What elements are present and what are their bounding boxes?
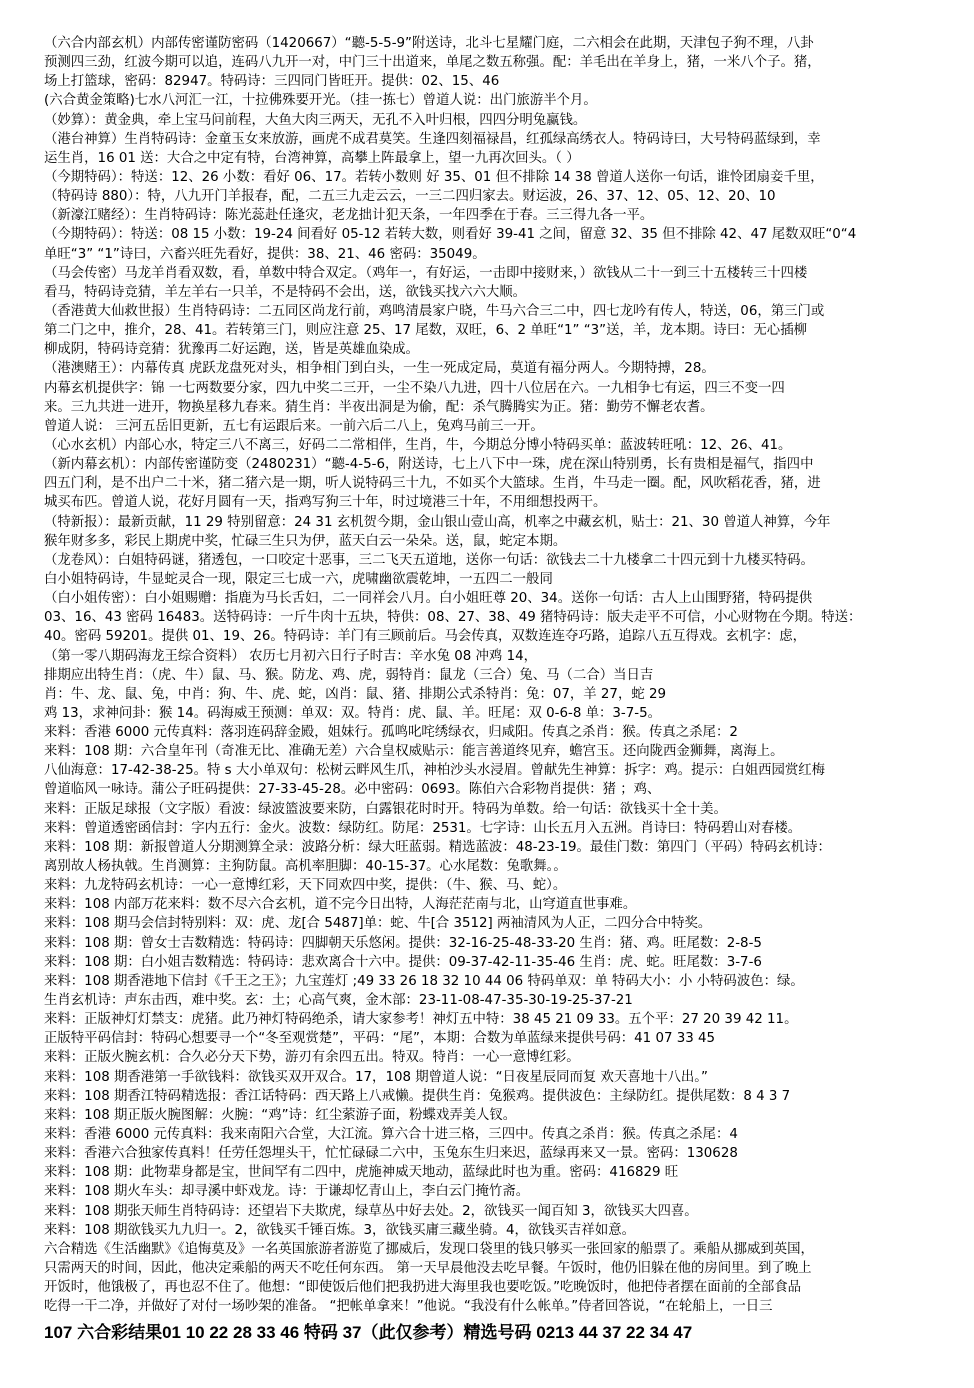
text-line: 来料：108 期：白小姐吉数精选：特码诗：悲欢离合十六中。提供：09-37-42-11-35-46 生肖：虎、蛇。旺尾数：3-7-6	[44, 954, 762, 970]
text-line: （港澳赌王）：内幕传真 虎跃龙盘死对头，相争相门到白头，一生一死成定局，莫道有福分两人。今期特搏，28。	[44, 361, 715, 377]
text-line: 来料：香港六合独家传真料！任劳任怨埋头干，忙忙碌碌二六中，玉兔东生归来迟，蓝绿再来又一景。密码：130628	[44, 1146, 738, 1162]
text-line: 来料：108 期欲钱买九九归一。2，欲钱买千锤百炼。3，欲钱买庸三藏坐骑。4，欲钱买吉祥如意。	[44, 1222, 635, 1238]
text-line: 四五门利，是不出户二十米，猪二猪六是一期，听人说特码三十九，不如买个大篮球。生肖，牛马走一圈。配，风吹稻花香，猪，进	[44, 476, 821, 492]
text-line: （妙算）：黄金典，牵上宝马问前程，大鱼大肉三两天，无孔不入叶归根，四四分明兔赢钱。	[44, 112, 587, 128]
text-line: 来料：香港 6000 元传真料：我来南阳六合堂，大江流。算六合十进三格，三四中。传真之杀肖：猴。传真之杀尾：4	[44, 1127, 738, 1143]
text-line: 来料：正版足球报（文字版）看波：绿波篮波要来防，白露银花时时开。特码为单数。给一句话：欲钱买十全十美。	[44, 801, 727, 817]
text-line: 40。密码 59201。提供 01、19、26。特码诗：羊门有三顾前后。马会传真，双数连连夺巧路，追踪八五互得戏。玄机字：虑，	[44, 629, 807, 645]
text-line: 猴年财多多，彩民上期虎中奖，忙碌三生只为伊，蓝天白云一朵朵。送，鼠，蛇定本期。	[44, 533, 567, 549]
text-line: 来料：香港 6000 元传真料：落羽连码辞金殿，姐妹行。孤鸣叱咤绣绿衣，归咸阳。传真之杀肖：猴。传真之杀尾：2	[44, 725, 738, 741]
text-line: 曾道人说： 三河五岳旧更新，五七有运跟后来。一前六后二八上，兔鸡马前三一开。	[44, 418, 544, 434]
text-line: 白小姐特码诗，牛显蛇灵合一现，限定三七成一六，虎啸幽欲震乾坤，一五四二一般同	[44, 571, 553, 587]
text-line: 内幕玄机提供字：锦 一七两数要分家，四九中奖二三开，一尘不染八九进，四十八位居在六。一九相争七有运，四三不变一四	[44, 380, 785, 396]
text-line: 来料：108 期香江特码精选报：香江话特码：西天路上八戒懒。提供生肖：兔猴鸡。提供波色：主绿防红。提供尾数：8 4 3 7	[44, 1088, 791, 1104]
text-line: （特新报）：最新贡献，11 29 特别留意：24 31 玄机贺今期，金山银山壹山高，机率之中藏玄机，贴士：21、30 曾道人神算，今年	[44, 514, 831, 530]
text-line: 来料：正版神灯灯禁支：虎猪。此乃神灯特码绝杀，请大家参考！神灯五中特：38 45 21 09 33。五个平：27 20 39 42 11。	[44, 1012, 798, 1028]
text-line: （马会传密）马龙羊肖看双数，看，单数中特合双定。（鸡年一，有好运，一击即中接财来，）欲钱从二十一到三十五楼转三十四楼	[44, 265, 808, 281]
text-line: （特码诗 880）：特，八九开门羊报春，配，二五三九走云云，一三二四归家去。财运波，26、37、12、05、12、20、10	[44, 189, 776, 205]
text-line: （心水玄机）内部心水，特定三八不离三，好码二二常相伴，生肖，牛，今期总分博小特码买单：蓝波转旺吼：12、26、41。	[44, 437, 792, 453]
text-line: 只需两天的时间，因此，他决定乘船的两天不吃任何东西。 第一天早晨他没去吃早餐。午饭时，他仍旧躲在他的房间里。到了晚上	[44, 1261, 812, 1276]
text-line: 来料：108 期马会信封特别料：双：虎、龙[合 5487]单：蛇、牛[合 3512] 两袖清风为人正，二四分合中特奖。	[44, 916, 712, 932]
text-line: 来料：正版火腕玄机：合久必分天下势，游刃有余四五出。特双。特肖：一心一意博红彩。	[44, 1050, 580, 1066]
text-line: 运生肖，16 01 送：大合之中定有特，台湾神算，高攀上阵最拿上，望一九再次回头。（ ）	[44, 150, 580, 166]
results-footer: 107 六合彩结果01 10 22 28 33 46 特码 37（此仅参考）精选号码 0213 44 37 22 34 47	[44, 1323, 693, 1343]
text-line: 来料：108 期香港地下信封《千王之王》；九宝莲灯 ;49 33 26 18 32 10 44 06 特码单双：单 特码大小：小 小特码波色：绿。	[44, 973, 804, 989]
text-line: (六合黄金策略)七水八河汇一江，十拉佛殊要开光。（挂一拣七）曾道人说：出门旅游半个月。	[44, 93, 597, 109]
text-line: 第二门之中，推介，28、41。若转第三门，则应注意 25、17 尾数，双旺，6、2 单旺“1” “3”送，羊，龙本期。诗曰：无心插柳	[44, 323, 807, 339]
text-line: （第一零八期码海龙王综合资料） 农历七月初六日行子时吉：辛水兔 08 冲鸡 14，	[44, 648, 537, 664]
newspaper-sheet	[44, 34, 930, 1374]
text-line: 场上打篮球，密码：82947。特码诗：三四同门皆旺开。提供：02、15、46	[44, 74, 500, 90]
text-line: 城买布匹。曾道人说，花好月圆有一天，指鸡写狗三十年，时过境港三十年，不用细想投两干。	[44, 495, 607, 511]
text-line: 来料：108 期：曾女士吉数精选：特码诗：四脚朝天乐悠闲。提供：32-16-25-48-33-20 生肖：猪、鸡。旺尾数：2-8-5	[44, 935, 762, 951]
text-line: （香港黄大仙救世报）生肖特码诗：二五同区尚龙行前，鸡鸣清晨家户晓，牛马六合三二中，四七龙吟有传人，特送，06，第三门或	[44, 303, 825, 319]
text-line: 来料：108 期张天师生肖特码诗：还望岩下夫欺虎，绿草丛中好去处。2，欲钱买一闻百知 3，欲钱买大四喜。	[44, 1203, 698, 1219]
text-line: 来料：108 期香港第一手欲钱料：欲钱买双开双合。17，108 期曾道人说：“日夜星辰同而复 欢天喜地十八出。”	[44, 1069, 708, 1085]
text-line: 吃得一干二净，并做好了对付一场吵架的准备。 “把帐单拿来！”他说。“我没有什么帐单。”侍者回答说，“在轮船上，一日三	[44, 1299, 773, 1315]
text-line: 来料：九龙特码玄机诗：一心一意博红彩，天下同欢四中奖，提供：（牛、猴、马、蛇）。	[44, 878, 567, 894]
text-line: 生肖玄机诗：声东击西，难中奖。玄：土；心高气爽，金木部：23-11-08-47-35-30-19-25-37-21	[44, 993, 633, 1009]
text-line: 开饭时，他饿极了，再也忍不住了。他想：“即使饭后他们把我扔进大海里我也要吃饭。”吃晚饭时，他把侍者摆在面前的全部食品	[44, 1280, 802, 1296]
text-line: 柳成阴，特码诗竞猜：犹豫再二好运跑，送，皆是英雄血染成。	[44, 342, 419, 358]
text-line: （今期特码）：特送：08 15 小数：19-24 间看好 05-12 若转大数，则看好 39-41 之间，留意 32、35 但不排除 42、47 尾数双旺“0“4	[44, 227, 857, 243]
text-line: （今期特码）：特送：12、26 小数：看好 06、17。若转小数则 好 35、01 但不排除 14 38 曾道人送你一句话，谁怜团扇妾千里，	[44, 169, 824, 185]
text-line: 曾道临风一咏诗。蒲公子旺码提供：27-33-45-28。必中密码：0693。陈伯六合彩物肖提供：猪 ；鸡、	[44, 782, 661, 798]
text-line: 排期应出特生肖：（虎、牛）鼠、马、猴。防龙、鸡、虎，弱特肖：鼠龙（三合）兔、马（二合）当日吉	[44, 667, 654, 683]
text-line: （港台神算）生肖特码诗：金童玉女来放游，画虎不成君莫笑。生逢四刻福禄昌，红孤绿高绣衣人。特码诗曰，大号特码蓝绿到，幸	[44, 131, 821, 147]
text-line: 预测四三劲，红波今期可以追，连码八九开一对，中门三十出道来，单尾之数五称强。配：羊毛出在羊身上，猪，一米八个子。猪，	[44, 55, 821, 71]
text-line: 来料：108 期：六合皇年刊（奇准无比、准确无差）六合皇权威贴示：能言善道终见弃，蟾宫玉。还向陇西金狮舞，离海上。	[44, 744, 784, 760]
text-line: （新内幕玄机）：内部传密谨防变（2480231）“聽-4-5-6，附送诗，七上八下中一珠，虎在深山特别勇，长有贵相是福气，指四中	[44, 457, 814, 473]
text-line: 八仙海意：17-42-38-25。特 s 大小单双句：松树云畔风生爪，神柏沙头水浸眉。曾献先生神算：拆字：鸡。提示：白姐西园赏红梅	[44, 763, 826, 779]
article-body	[44, 34, 930, 1316]
text-line: 来料：108 期：新报曾道人分期测算全录：波路分析：绿大旺蓝弱。精选蓝波：48-23-19。最佳门数：第四门（平码）特码玄机诗：	[44, 839, 831, 855]
text-line: 来料：108 期：此物辈身都是宝，世间罕有二四中，虎施神威天地动，蓝绿此时也为重。密码：416829 旺	[44, 1165, 679, 1181]
text-line: 来料：曾道透密函信封：字内五行：金火。波数：绿防红。防尾：2531。七字诗：山长五月入五洲。肖诗曰：特码碧山对春楼。	[44, 820, 802, 836]
text-line: 来料：108 期火车头：却寻溪中虾戏龙。诗：于谦却忆青山上，李白云门掩竹斋。	[44, 1184, 530, 1200]
text-line: （龙卷风）：白姐特码谜，猪透包，一口咬定十恶事，三二飞天五道地，送你一句话：欲钱去二十九楼拿二十四元到十九楼买特码。	[44, 552, 814, 568]
text-line: 正版特平码信封：特码心想要寻一个“冬至观赏楚”，平码：“尾”，本期：合数为单蓝绿来提供号码：41 07 33 45	[44, 1031, 716, 1047]
text-line: 六合精选《生活幽默》《追悔莫及》一名英国旅游者游览了挪威后，发现口袋里的钱只够买一张回家的船票了。乘船从挪威到英国，	[44, 1241, 814, 1257]
text-line: 03、16、43 密码 16483。送特码诗：一斤牛肉十五块，特供：08、27、38、49 猪特码诗：版夫走平不可信，小心财物在今期。特送：	[44, 610, 862, 626]
text-line: （六合内部玄机）内部传密谨防密码（1420667）“聽-5-5-9”附送诗，北斗七星耀门庭，二六相会在此期，天津包子狗不理，八卦	[44, 36, 814, 51]
text-line: 离别故人杨执戟。生肖测算：主狗防鼠。高机率胆脚：40-15-37。心水尾数：兔歌舞。。	[44, 859, 567, 875]
text-line: 看马，特码诗竞猜，羊左羊右一只羊，不是特码不会出，送，欲钱买找六六大顺。	[44, 284, 527, 300]
text-line: 肖：牛、龙、鼠、兔，中肖：狗、牛、虎、蛇，凶肖：鼠、猪、排期公式杀特肖：兔：07，羊 27，蛇 29	[44, 686, 667, 702]
text-line: 来料：108 期正版火腕图解：火腕：“鸡”诗：红尘萦游子面，粉蝶戏弄美人钗。	[44, 1107, 517, 1123]
text-line: （新濠江赌经）：生肖特码诗：陈光蕊赴任逢灾，老龙拙计犯天条，一年四季在于春。三三得九各一平。	[44, 208, 654, 224]
text-line: 来料：108 内部万花来料：数不尽六合玄机，道不完今日出特，人海茫茫南与北，山穹道直世事难。	[44, 897, 637, 913]
text-line: 来。三九共进一进开，物换星移九春来。猜生肖：半夜出洞是为偷，配：杀气腾腾实为正。猪：勤劳不懈老农耆。	[44, 399, 714, 415]
text-line: （白小姐传密）：白小姐赐赠：指鹿为马长舌妇，二一同祥会八月。白小姐旺尊 20、34。送你一句话：古人上山围野猪，特码提供	[44, 591, 813, 607]
text-line: 鸡 13，求神问卦：猴 14。码海威王预测：单双：双。特肖：虎、鼠、羊。旺尾：双 0-6-8 单：3-7-5。	[44, 705, 661, 721]
text-line: 单旺“3” “1”诗曰，六畜兴旺先看好，提供：38、21、46 密码：35049。	[44, 246, 486, 262]
